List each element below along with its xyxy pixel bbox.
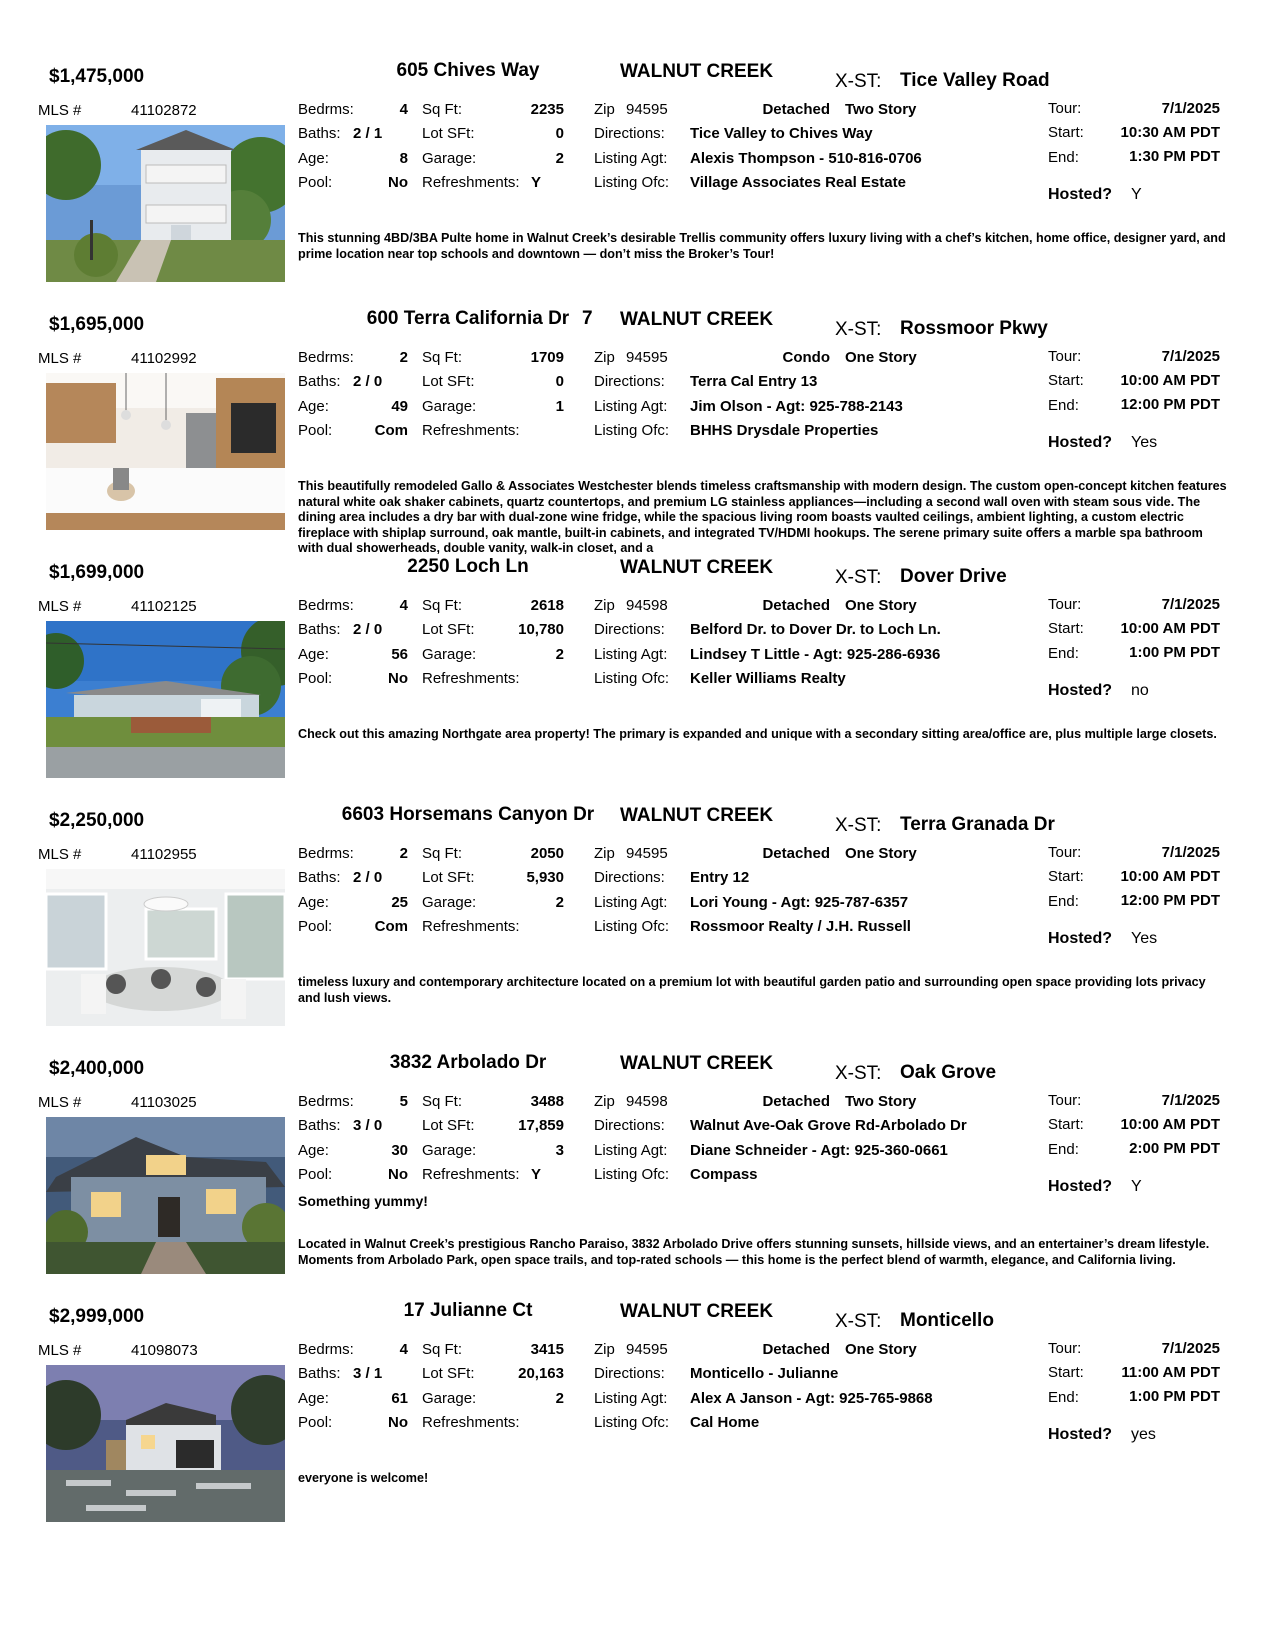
bedrms-label: Bedrms: <box>298 845 354 862</box>
hosted-value: yes <box>1131 1426 1156 1443</box>
age-value: 30 <box>391 1142 408 1159</box>
zip-value: 94598 <box>626 597 668 614</box>
listing-address: 3832 Arbolado Dr <box>389 1052 547 1073</box>
house-photo <box>46 1365 285 1522</box>
mls-number: 41098073 <box>131 1342 198 1359</box>
start-time: 11:00 AM PDT <box>1121 1364 1220 1381</box>
zip-label: Zip <box>594 1093 615 1110</box>
bedrms-value: 4 <box>399 101 408 118</box>
sqft-label: Sq Ft: <box>422 101 463 118</box>
zip-label: Zip <box>594 845 615 862</box>
listing-unit: 7 <box>582 308 593 329</box>
mls-number: 41102872 <box>131 102 197 119</box>
lot-sqft-value: 0 <box>555 125 564 142</box>
sqft-value: 2050 <box>530 845 564 862</box>
garage-label: Garage: <box>422 1390 477 1407</box>
hosted-label: Hosted? <box>1048 434 1112 451</box>
zip-label: Zip <box>594 101 615 118</box>
pool-label: Pool: <box>298 422 333 439</box>
cross-street-value: Terra Granada Dr <box>900 814 1055 835</box>
lot-sqft-value: 17,859 <box>518 1117 564 1134</box>
listing-office-label: Listing Ofc: <box>594 422 670 439</box>
pool-label: Pool: <box>298 1166 333 1183</box>
start-label: Start: <box>1048 1116 1084 1133</box>
listing-office-value: Cal Home <box>690 1414 760 1431</box>
cross-street-label: X-ST: <box>835 319 882 340</box>
pool-label: Pool: <box>298 918 333 935</box>
hosted-label: Hosted? <box>1048 682 1112 699</box>
mls-number: 41102125 <box>131 598 197 615</box>
mls-label: MLS # <box>38 350 82 367</box>
property-type: Condo <box>782 349 830 366</box>
sqft-value: 1709 <box>530 349 564 366</box>
cross-street-value: Oak Grove <box>900 1062 997 1083</box>
listing-agent-value: Alexis Thompson - 510-816-0706 <box>690 150 922 167</box>
mls-number: 41102955 <box>131 846 197 863</box>
cross-street-label: X-ST: <box>835 71 882 92</box>
listing-card <box>0 1052 1275 1300</box>
zip-value: 94595 <box>626 349 668 366</box>
directions-value: Walnut Ave-Oak Grove Rd-Arbolado Dr <box>690 1117 967 1134</box>
sqft-label: Sq Ft: <box>422 1341 463 1358</box>
pool-label: Pool: <box>298 1414 333 1431</box>
end-label: End: <box>1048 149 1079 166</box>
house-photo <box>46 373 285 530</box>
lot-sqft-label: Lot SFt: <box>422 1117 475 1134</box>
refreshments-value: Y <box>531 174 542 191</box>
listing-description: timeless luxury and contemporary architecture located on a premium lot with beautiful garden patio and surrounding open space providing lots privacy and lush views. <box>298 975 1206 1005</box>
listing-city: WALNUT CREEK <box>620 61 774 82</box>
listing-description: everyone is welcome! <box>298 1471 429 1485</box>
lot-sqft-label: Lot SFt: <box>422 1365 475 1382</box>
lot-sqft-label: Lot SFt: <box>422 125 475 142</box>
listing-office-label: Listing Ofc: <box>594 174 670 191</box>
end-time: 1:30 PM PDT <box>1129 148 1220 165</box>
age-value: 49 <box>391 398 408 415</box>
age-value: 25 <box>391 894 408 911</box>
refreshments-label: Refreshments: <box>422 422 520 439</box>
listing-office-value: Village Associates Real Estate <box>690 174 906 191</box>
listing-agent-label: Listing Agt: <box>594 1142 668 1159</box>
listing-agent-value: Jim Olson - Agt: 925-788-2143 <box>690 398 903 415</box>
directions-label: Directions: <box>594 621 665 638</box>
listing-description: Located in Walnut Creek’s prestigious Rancho Paraiso, 3832 Arbolado Drive offers stunning sunsets, hillside views, and an entertainer’s dream lifestyle. Moments from Arbolado Park, open space trails, and top-rated schools — this home is the perfect blend of warmth, elegance, and California living. <box>298 1237 1210 1267</box>
zip-label: Zip <box>594 1341 615 1358</box>
listing-photo <box>46 125 285 282</box>
end-label: End: <box>1048 397 1079 414</box>
listing-description: Check out this amazing Northgate area property! The primary is expanded and unique with a secondary sitting area/office are, plus multiple large closets. <box>298 727 1217 741</box>
listing-price: $2,999,000 <box>49 1306 145 1327</box>
listing-photo <box>46 1365 285 1522</box>
property-style: Two Story <box>845 1093 917 1110</box>
house-photo <box>46 869 285 1026</box>
listing-city: WALNUT CREEK <box>620 309 774 330</box>
zip-value: 94598 <box>626 1093 668 1110</box>
age-value: 8 <box>399 150 408 167</box>
sqft-label: Sq Ft: <box>422 349 463 366</box>
garage-value: 2 <box>555 894 564 911</box>
end-time: 12:00 PM PDT <box>1120 892 1220 909</box>
bedrms-value: 2 <box>399 349 408 366</box>
listing-card <box>0 308 1275 556</box>
listing-description: This stunning 4BD/3BA Pulte home in Walnut Creek’s desirable Trellis community offers luxury living with a chef’s kitchen, home office, designer yard, and prime location near top schools and downtown — don’t miss the Broker’s Tour! <box>298 231 1226 261</box>
tour-date: 7/1/2025 <box>1161 1340 1220 1357</box>
sqft-value: 2235 <box>530 101 564 118</box>
bedrms-value: 4 <box>399 1341 408 1358</box>
sqft-value: 2618 <box>530 597 564 614</box>
listing-price: $2,250,000 <box>49 810 145 831</box>
property-type: Detached <box>762 1093 830 1110</box>
start-time: 10:00 AM PDT <box>1120 620 1220 637</box>
listing-city: WALNUT CREEK <box>620 1301 774 1322</box>
sqft-label: Sq Ft: <box>422 1093 463 1110</box>
mls-number: 41102992 <box>131 350 197 367</box>
hosted-value: Y <box>1131 1178 1142 1195</box>
bedrms-label: Bedrms: <box>298 1093 354 1110</box>
bedrms-label: Bedrms: <box>298 597 354 614</box>
sqft-label: Sq Ft: <box>422 597 463 614</box>
start-label: Start: <box>1048 1364 1084 1381</box>
pool-value: No <box>388 1166 408 1183</box>
listing-price: $1,695,000 <box>49 314 145 335</box>
house-photo <box>46 125 285 282</box>
listing-office-label: Listing Ofc: <box>594 1414 670 1431</box>
baths-label: Baths: <box>298 869 341 886</box>
tour-label: Tour: <box>1048 348 1082 365</box>
cross-street-label: X-ST: <box>835 1311 882 1332</box>
refreshments-label: Refreshments: <box>422 174 520 191</box>
garage-value: 2 <box>555 646 564 663</box>
garage-value: 2 <box>555 150 564 167</box>
directions-value: Monticello - Julianne <box>690 1365 839 1382</box>
sqft-label: Sq Ft: <box>422 845 463 862</box>
listing-photo <box>46 621 285 778</box>
mls-number: 41103025 <box>131 1094 197 1111</box>
lot-sqft-label: Lot SFt: <box>422 373 475 390</box>
property-style: One Story <box>845 597 917 614</box>
listing-note: Something yummy! <box>298 1193 428 1209</box>
baths-label: Baths: <box>298 1365 341 1382</box>
pool-value: No <box>388 670 408 687</box>
garage-label: Garage: <box>422 398 477 415</box>
bedrms-label: Bedrms: <box>298 1341 354 1358</box>
end-label: End: <box>1048 1389 1079 1406</box>
property-type: Detached <box>762 101 830 118</box>
baths-label: Baths: <box>298 1117 341 1134</box>
cross-street-value: Rossmoor Pkwy <box>900 318 1048 339</box>
end-time: 1:00 PM PDT <box>1129 644 1220 661</box>
hosted-label: Hosted? <box>1048 186 1112 203</box>
cross-street-label: X-ST: <box>835 815 882 836</box>
sqft-value: 3415 <box>530 1341 564 1358</box>
baths-value: 2 / 0 <box>353 621 383 638</box>
cross-street-value: Dover Drive <box>900 566 1007 587</box>
baths-value: 2 / 1 <box>353 125 383 142</box>
directions-value: Belford Dr. to Dover Dr. to Loch Ln. <box>690 621 941 638</box>
garage-label: Garage: <box>422 150 477 167</box>
mls-label: MLS # <box>38 1342 82 1359</box>
cross-street-label: X-ST: <box>835 567 882 588</box>
start-label: Start: <box>1048 372 1084 389</box>
baths-label: Baths: <box>298 373 341 390</box>
listing-agent-label: Listing Agt: <box>594 1390 668 1407</box>
pool-value: No <box>388 174 408 191</box>
zip-value: 94595 <box>626 845 668 862</box>
cross-street-value: Monticello <box>900 1310 994 1331</box>
bedrms-value: 5 <box>399 1093 408 1110</box>
listing-office-value: Rossmoor Realty / J.H. Russell <box>690 918 911 935</box>
end-label: End: <box>1048 893 1079 910</box>
baths-value: 3 / 0 <box>353 1117 383 1134</box>
house-photo <box>46 1117 285 1274</box>
start-label: Start: <box>1048 868 1084 885</box>
listing-agent-label: Listing Agt: <box>594 150 668 167</box>
pool-value: Com <box>374 918 408 935</box>
hosted-value: Yes <box>1131 434 1158 451</box>
listing-agent-label: Listing Agt: <box>594 398 668 415</box>
age-value: 61 <box>391 1390 408 1407</box>
listing-city: WALNUT CREEK <box>620 805 774 826</box>
hosted-value: Yes <box>1131 930 1158 947</box>
property-type: Detached <box>762 845 830 862</box>
baths-value: 2 / 0 <box>353 373 383 390</box>
tour-date: 7/1/2025 <box>1161 1092 1220 1109</box>
bedrms-label: Bedrms: <box>298 349 354 366</box>
listing-card <box>0 1300 1275 1548</box>
pool-label: Pool: <box>298 670 333 687</box>
listing-agent-value: Lindsey T Little - Agt: 925-286-6936 <box>690 646 941 663</box>
directions-label: Directions: <box>594 373 665 390</box>
bedrms-label: Bedrms: <box>298 101 354 118</box>
mls-label: MLS # <box>38 846 82 863</box>
directions-label: Directions: <box>594 869 665 886</box>
house-photo <box>46 621 285 778</box>
baths-label: Baths: <box>298 125 341 142</box>
garage-label: Garage: <box>422 894 477 911</box>
hosted-value: no <box>1131 682 1149 699</box>
baths-value: 2 / 0 <box>353 869 383 886</box>
zip-value: 94595 <box>626 1341 668 1358</box>
age-label: Age: <box>298 398 329 415</box>
mls-label: MLS # <box>38 1094 82 1111</box>
listing-address: 600 Terra California Dr <box>366 308 570 329</box>
cross-street-value: Tice Valley Road <box>900 70 1050 91</box>
listing-photo <box>46 1117 285 1274</box>
tour-label: Tour: <box>1048 844 1082 861</box>
listing-office-value: BHHS Drysdale Properties <box>690 422 879 439</box>
listing-card <box>0 804 1275 1052</box>
listing-address: 2250 Loch Ln <box>407 556 529 577</box>
start-time: 10:30 AM PDT <box>1120 124 1220 141</box>
sqft-value: 3488 <box>530 1093 564 1110</box>
end-time: 12:00 PM PDT <box>1120 396 1220 413</box>
mls-label: MLS # <box>38 598 82 615</box>
garage-label: Garage: <box>422 646 477 663</box>
refreshments-label: Refreshments: <box>422 1166 520 1183</box>
listing-agent-value: Alex A Janson - Agt: 925-765-9868 <box>690 1390 933 1407</box>
garage-value: 1 <box>555 398 564 415</box>
zip-label: Zip <box>594 597 615 614</box>
listing-price: $1,475,000 <box>49 66 145 87</box>
lot-sqft-value: 10,780 <box>518 621 564 638</box>
listing-city: WALNUT CREEK <box>620 1053 774 1074</box>
end-time: 1:00 PM PDT <box>1129 1388 1220 1405</box>
age-label: Age: <box>298 1390 329 1407</box>
refreshments-value: Y <box>531 1166 542 1183</box>
age-label: Age: <box>298 894 329 911</box>
garage-value: 2 <box>555 1390 564 1407</box>
property-style: One Story <box>845 1341 917 1358</box>
bedrms-value: 4 <box>399 597 408 614</box>
start-time: 10:00 AM PDT <box>1120 1116 1220 1133</box>
end-label: End: <box>1048 1141 1079 1158</box>
directions-value: Tice Valley to Chives Way <box>690 125 873 142</box>
garage-value: 3 <box>555 1142 564 1159</box>
age-label: Age: <box>298 1142 329 1159</box>
listing-agent-label: Listing Agt: <box>594 646 668 663</box>
start-time: 10:00 AM PDT <box>1120 372 1220 389</box>
garage-label: Garage: <box>422 1142 477 1159</box>
tour-date: 7/1/2025 <box>1161 348 1220 365</box>
lot-sqft-label: Lot SFt: <box>422 869 475 886</box>
tour-date: 7/1/2025 <box>1161 596 1220 613</box>
listing-office-label: Listing Ofc: <box>594 918 670 935</box>
listing-agent-value: Lori Young - Agt: 925-787-6357 <box>690 894 909 911</box>
tour-label: Tour: <box>1048 100 1082 117</box>
tour-date: 7/1/2025 <box>1161 844 1220 861</box>
refreshments-label: Refreshments: <box>422 918 520 935</box>
listing-photo <box>46 373 285 530</box>
pool-value: Com <box>374 422 408 439</box>
start-label: Start: <box>1048 124 1084 141</box>
lot-sqft-value: 0 <box>555 373 564 390</box>
tour-label: Tour: <box>1048 1340 1082 1357</box>
listing-card <box>0 556 1275 804</box>
baths-value: 3 / 1 <box>353 1365 383 1382</box>
age-label: Age: <box>298 150 329 167</box>
listing-photo <box>46 869 285 1026</box>
property-style: Two Story <box>845 101 917 118</box>
listing-address: 605 Chives Way <box>396 60 540 81</box>
property-style: One Story <box>845 349 917 366</box>
listing-card <box>0 60 1275 308</box>
listing-address: 6603 Horsemans Canyon Dr <box>341 804 595 825</box>
listing-city: WALNUT CREEK <box>620 557 774 578</box>
lot-sqft-value: 5,930 <box>526 869 564 886</box>
listing-office-label: Listing Ofc: <box>594 1166 670 1183</box>
pool-value: No <box>388 1414 408 1431</box>
end-time: 2:00 PM PDT <box>1129 1140 1220 1157</box>
zip-value: 94595 <box>626 101 668 118</box>
zip-label: Zip <box>594 349 615 366</box>
age-label: Age: <box>298 646 329 663</box>
directions-label: Directions: <box>594 1365 665 1382</box>
listing-address: 17 Julianne Ct <box>403 1300 533 1321</box>
start-label: Start: <box>1048 620 1084 637</box>
directions-label: Directions: <box>594 1117 665 1134</box>
tour-label: Tour: <box>1048 1092 1082 1109</box>
tour-date: 7/1/2025 <box>1161 100 1220 117</box>
lot-sqft-value: 20,163 <box>518 1365 564 1382</box>
mls-label: MLS # <box>38 102 82 119</box>
cross-street-label: X-ST: <box>835 1063 882 1084</box>
baths-label: Baths: <box>298 621 341 638</box>
property-type: Detached <box>762 1341 830 1358</box>
listing-description: This beautifully remodeled Gallo & Associates Westchester blends timeless craftsmanship with modern design. The custom open-concept kitchen features natural white oak shaker cabinets, quartz countertops, and premium LG stainless appliances—including a second wall oven with steam sous vide. The dining area includes a dry bar with dual-zone wine fridge, while the spacious living room boasts vaulted ceilings, ambient lighting, a custom electric fireplace with shiplap surround, oak mantle, built-in cabinets, and integrated TV/HDMI hookups. The serene primary suite offers a marble spa bathroom with dual showerheads, double vanity, walk-in closet, and a <box>298 479 1227 555</box>
tour-label: Tour: <box>1048 596 1082 613</box>
listing-office-value: Compass <box>690 1166 758 1183</box>
listing-price: $2,400,000 <box>49 1058 145 1079</box>
listing-office-label: Listing Ofc: <box>594 670 670 687</box>
bedrms-value: 2 <box>399 845 408 862</box>
hosted-label: Hosted? <box>1048 930 1112 947</box>
directions-value: Terra Cal Entry 13 <box>690 373 818 390</box>
refreshments-label: Refreshments: <box>422 1414 520 1431</box>
age-value: 56 <box>391 646 408 663</box>
property-style: One Story <box>845 845 917 862</box>
directions-label: Directions: <box>594 125 665 142</box>
directions-value: Entry 12 <box>690 869 750 886</box>
hosted-label: Hosted? <box>1048 1426 1112 1443</box>
listing-agent-label: Listing Agt: <box>594 894 668 911</box>
listing-price: $1,699,000 <box>49 562 145 583</box>
hosted-value: Y <box>1131 186 1142 203</box>
hosted-label: Hosted? <box>1048 1178 1112 1195</box>
end-label: End: <box>1048 645 1079 662</box>
start-time: 10:00 AM PDT <box>1120 868 1220 885</box>
lot-sqft-label: Lot SFt: <box>422 621 475 638</box>
listing-agent-value: Diane Schneider - Agt: 925-360-0661 <box>690 1142 948 1159</box>
property-type: Detached <box>762 597 830 614</box>
refreshments-label: Refreshments: <box>422 670 520 687</box>
listing-office-value: Keller Williams Realty <box>690 670 846 687</box>
pool-label: Pool: <box>298 174 333 191</box>
